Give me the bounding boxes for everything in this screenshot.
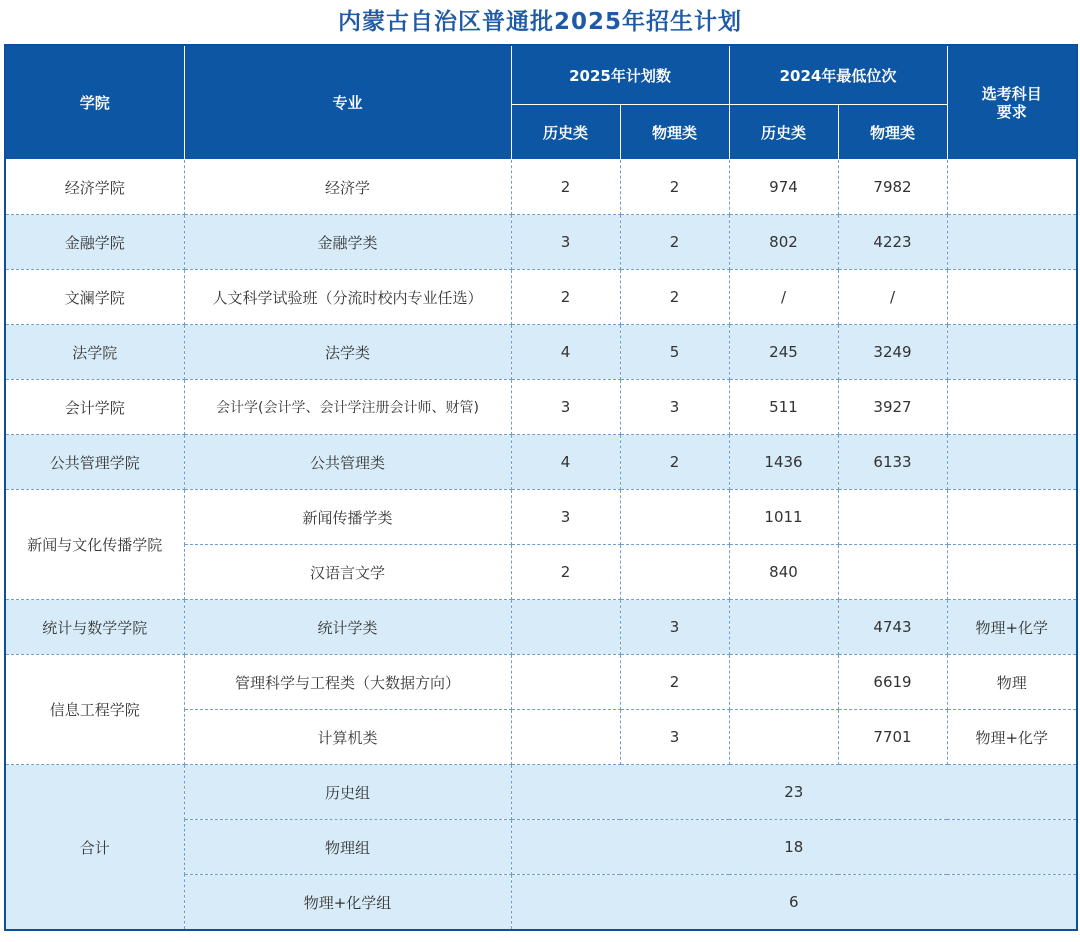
table-row [5, 490, 1077, 545]
plan-history-cell: 4 [511, 325, 620, 380]
table-row [5, 160, 1077, 215]
major-cell: 计算机类 [184, 710, 511, 765]
plan-history-cell: 4 [511, 435, 620, 490]
requirement-cell [947, 490, 1077, 545]
plan-history-cell [511, 600, 620, 655]
rank-history-cell: 840 [729, 545, 838, 600]
major-cell: 经济学 [184, 160, 511, 215]
rank-history-cell [729, 710, 838, 765]
requirement-cell [947, 435, 1077, 490]
plan-physics-cell: 3 [620, 600, 729, 655]
table-row [5, 325, 1077, 380]
rank-history-cell: 245 [729, 325, 838, 380]
college-cell: 统计与数学学院 [5, 600, 184, 655]
plan-history-cell: 3 [511, 490, 620, 545]
rank-history-cell: 802 [729, 215, 838, 270]
college-cell: 文澜学院 [5, 270, 184, 325]
table-row [5, 215, 1077, 270]
college-cell: 公共管理学院 [5, 435, 184, 490]
rank-physics-cell: 3927 [838, 380, 947, 435]
summary-group-name: 物理+化学组 [184, 875, 511, 931]
rank-history-cell: / [729, 270, 838, 325]
header-plan-physics: 物理类 [620, 105, 729, 160]
plan-physics-cell: 3 [620, 380, 729, 435]
plan-history-cell [511, 710, 620, 765]
rank-history-cell: 974 [729, 160, 838, 215]
rank-physics-cell: 3249 [838, 325, 947, 380]
header-college: 学院 [5, 45, 184, 160]
requirement-cell [947, 325, 1077, 380]
plan-physics-cell: 2 [620, 270, 729, 325]
college-cell: 法学院 [5, 325, 184, 380]
plan-physics-cell: 2 [620, 160, 729, 215]
admission-plan-table [4, 44, 1078, 931]
rank-physics-cell: 7982 [838, 160, 947, 215]
college-cell: 信息工程学院 [5, 655, 184, 765]
requirement-cell [947, 215, 1077, 270]
summary-group-name: 物理组 [184, 820, 511, 875]
rank-physics-cell: 6619 [838, 655, 947, 710]
requirement-cell: 物理+化学 [947, 600, 1077, 655]
summary-group-value: 6 [511, 875, 1077, 931]
header-subject-requirement: 选考科目要求 [947, 45, 1077, 160]
major-cell: 会计学(会计学、会计学注册会计师、财管) [184, 380, 511, 435]
summary-label: 合计 [5, 765, 184, 931]
major-cell: 统计学类 [184, 600, 511, 655]
plan-physics-cell: 2 [620, 655, 729, 710]
page-title: 内蒙古自治区普通批2025年招生计划 [337, 9, 742, 35]
requirement-cell: 物理 [947, 655, 1077, 710]
summary-row [5, 765, 1077, 820]
header-major: 专业 [184, 45, 511, 160]
college-cell: 金融学院 [5, 215, 184, 270]
major-cell: 管理科学与工程类（大数据方向） [184, 655, 511, 710]
rank-physics-cell: 7701 [838, 710, 947, 765]
major-cell: 汉语言文学 [184, 545, 511, 600]
rank-physics-cell: / [838, 270, 947, 325]
plan-physics-cell [620, 545, 729, 600]
major-cell: 金融学类 [184, 215, 511, 270]
rank-history-cell: 511 [729, 380, 838, 435]
summary-group-value: 18 [511, 820, 1077, 875]
table-row [5, 655, 1077, 710]
rank-physics-cell [838, 490, 947, 545]
rank-history-cell [729, 655, 838, 710]
summary-group-name: 历史组 [184, 765, 511, 820]
summary-group-value: 23 [511, 765, 1077, 820]
table-row [5, 435, 1077, 490]
header-rank-history: 历史类 [729, 105, 838, 160]
table-row [5, 380, 1077, 435]
plan-history-cell: 3 [511, 380, 620, 435]
header-plan-history: 历史类 [511, 105, 620, 160]
rank-physics-cell [838, 545, 947, 600]
table-row [5, 600, 1077, 655]
plan-history-cell [511, 655, 620, 710]
requirement-cell: 物理+化学 [947, 710, 1077, 765]
plan-history-cell: 2 [511, 545, 620, 600]
plan-physics-cell: 2 [620, 215, 729, 270]
requirement-cell [947, 380, 1077, 435]
major-cell: 人文科学试验班（分流时校内专业任选） [184, 270, 511, 325]
plan-history-cell: 2 [511, 270, 620, 325]
table-row [5, 270, 1077, 325]
requirement-cell [947, 160, 1077, 215]
header-rank-2024: 2024年最低位次 [729, 45, 947, 105]
header-rank-physics: 物理类 [838, 105, 947, 160]
major-cell: 新闻传播学类 [184, 490, 511, 545]
college-cell: 经济学院 [5, 160, 184, 215]
rank-history-cell [729, 600, 838, 655]
major-cell: 法学类 [184, 325, 511, 380]
rank-physics-cell: 4743 [838, 600, 947, 655]
plan-physics-cell: 5 [620, 325, 729, 380]
major-cell: 公共管理类 [184, 435, 511, 490]
plan-physics-cell: 2 [620, 435, 729, 490]
rank-physics-cell: 4223 [838, 215, 947, 270]
plan-physics-cell: 3 [620, 710, 729, 765]
college-cell: 新闻与文化传播学院 [5, 490, 184, 600]
rank-physics-cell: 6133 [838, 435, 947, 490]
college-cell: 会计学院 [5, 380, 184, 435]
header-plan-2025: 2025年计划数 [511, 45, 729, 105]
plan-history-cell: 2 [511, 160, 620, 215]
requirement-cell [947, 270, 1077, 325]
requirement-cell [947, 545, 1077, 600]
plan-history-cell: 3 [511, 215, 620, 270]
plan-physics-cell [620, 490, 729, 545]
rank-history-cell: 1011 [729, 490, 838, 545]
rank-history-cell: 1436 [729, 435, 838, 490]
